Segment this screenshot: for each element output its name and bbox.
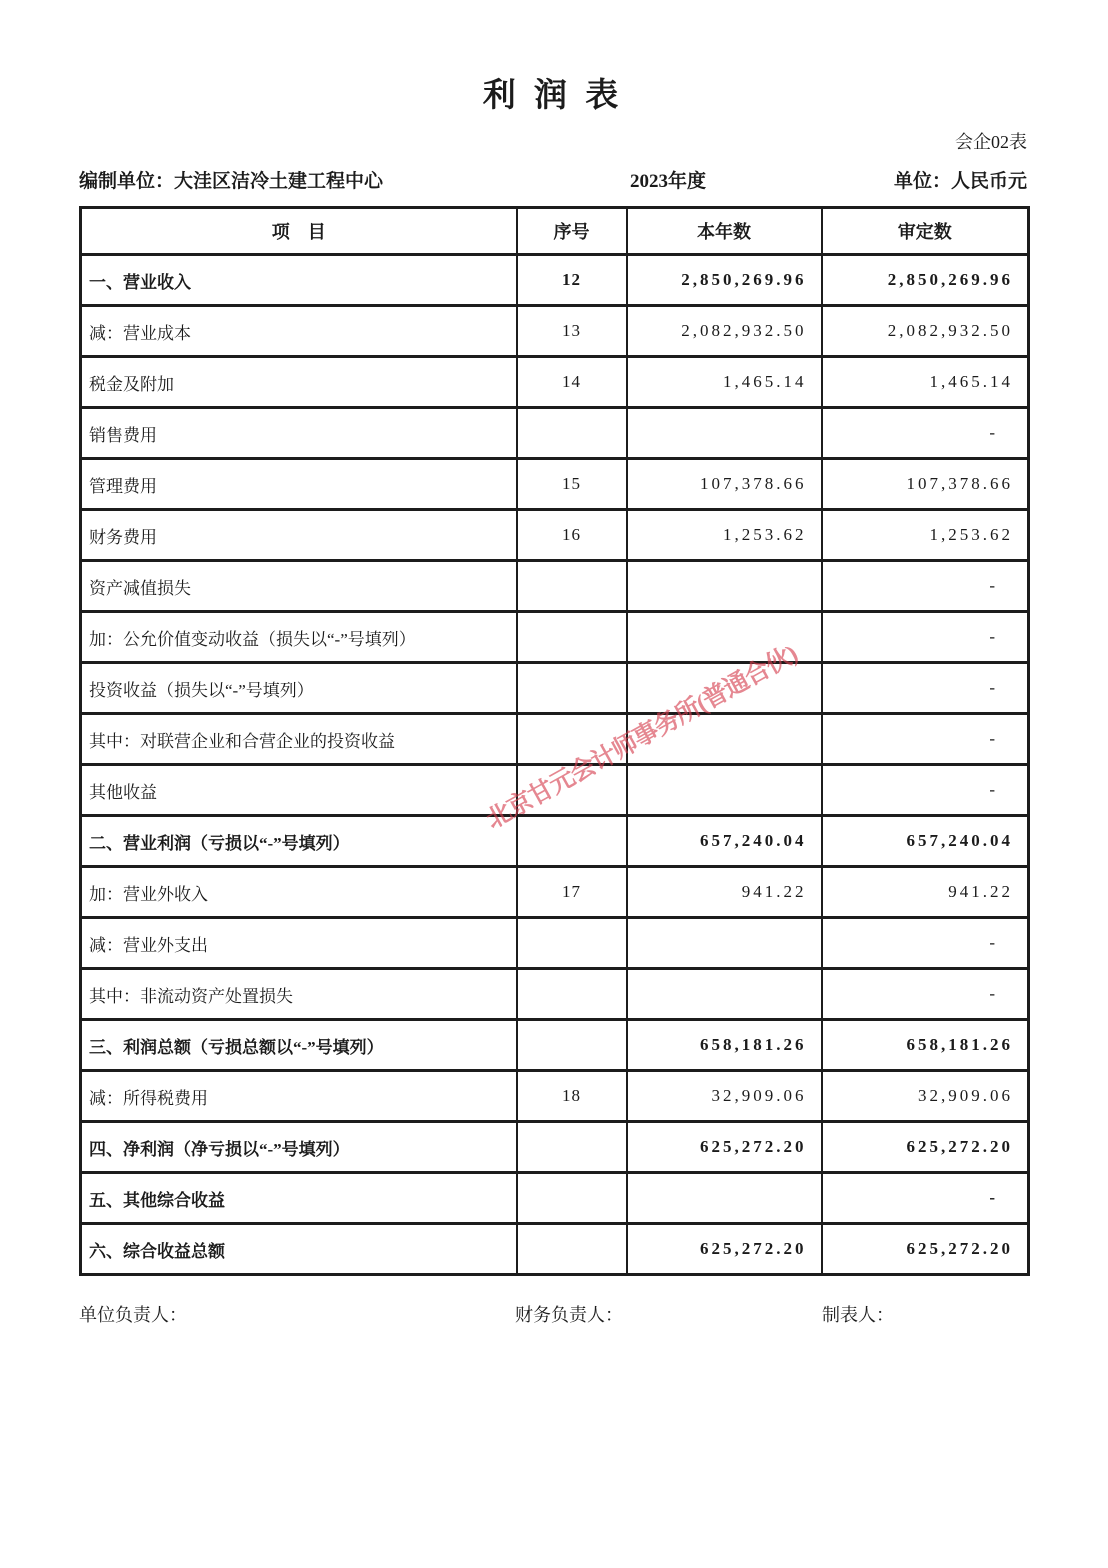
finance-head-label: 财务负责人： [515, 1305, 623, 1325]
line-number-cell: 15 [517, 459, 627, 510]
report-table-body [81, 255, 1029, 1275]
table-row [81, 561, 1029, 612]
table-row [81, 816, 1029, 867]
currency-unit-label: 单位：人民币元 [893, 171, 1027, 192]
item-label-cell: 五、其他综合收益 [81, 1173, 517, 1224]
table-row [81, 663, 1029, 714]
audited-amount-cell: 107,378.66 [822, 459, 1029, 510]
table-row [81, 1224, 1029, 1275]
signature-line [79, 1302, 1027, 1328]
current-year-cell [627, 663, 822, 714]
current-year-cell: 107,378.66 [627, 459, 822, 510]
audited-amount-cell: 2,082,932.50 [822, 306, 1029, 357]
current-year-cell [627, 408, 822, 459]
line-number-cell [517, 918, 627, 969]
audited-amount-cell: 1,465.14 [822, 357, 1029, 408]
audited-amount-cell: - [822, 969, 1029, 1020]
table-row [81, 306, 1029, 357]
line-number-cell [517, 765, 627, 816]
report-period: 2023年度 [630, 171, 707, 192]
line-number-cell [517, 408, 627, 459]
table-row [81, 510, 1029, 561]
table-row [81, 612, 1029, 663]
line-number-cell [517, 561, 627, 612]
page-title: 利 润 表 [482, 78, 624, 114]
line-number-cell [517, 1122, 627, 1173]
audited-amount-cell: - [822, 714, 1029, 765]
item-label-cell: 税金及附加 [81, 357, 517, 408]
table-row [81, 969, 1029, 1020]
column-header-audited: 审定数 [822, 208, 1029, 255]
current-year-cell [627, 714, 822, 765]
table-row [81, 1173, 1029, 1224]
current-year-cell: 2,082,932.50 [627, 306, 822, 357]
audited-amount-cell: 2,850,269.96 [822, 255, 1029, 306]
audited-amount-cell: 658,181.26 [822, 1020, 1029, 1071]
line-number-cell: 13 [517, 306, 627, 357]
line-number-cell: 18 [517, 1071, 627, 1122]
item-label-cell: 销售费用 [81, 408, 517, 459]
item-label-cell: 二、营业利润（亏损以“-”号填列） [81, 816, 517, 867]
table-row [81, 357, 1029, 408]
line-number-cell: 17 [517, 867, 627, 918]
form-code: 会企02表 [955, 132, 1027, 152]
audited-amount-cell: - [822, 765, 1029, 816]
current-year-cell [627, 918, 822, 969]
line-number-cell [517, 969, 627, 1020]
current-year-cell [627, 561, 822, 612]
item-label-cell: 一、营业收入 [81, 255, 517, 306]
current-year-cell [627, 765, 822, 816]
unit-head-label: 单位负责人： [79, 1305, 187, 1325]
current-year-cell: 941.22 [627, 867, 822, 918]
current-year-cell: 2,850,269.96 [627, 255, 822, 306]
prepared-by-label: 编制单位：大洼区洁冷土建工程中心 [79, 171, 384, 192]
audited-amount-cell: - [822, 561, 1029, 612]
item-label-cell: 财务费用 [81, 510, 517, 561]
item-label-cell: 加：营业外收入 [81, 867, 517, 918]
line-number-cell [517, 663, 627, 714]
line-number-cell: 12 [517, 255, 627, 306]
column-header-line-no: 序号 [517, 208, 627, 255]
audited-amount-cell: - [822, 1173, 1029, 1224]
line-number-cell [517, 612, 627, 663]
audited-amount-cell: 32,909.06 [822, 1071, 1029, 1122]
audited-amount-cell: 625,272.20 [822, 1224, 1029, 1275]
table-header [81, 208, 1029, 255]
item-label-cell: 加：公允价值变动收益（损失以“-”号填列） [81, 612, 517, 663]
report-info-line [79, 168, 1027, 196]
preparer-label: 制表人： [822, 1305, 894, 1325]
audited-amount-cell: - [822, 612, 1029, 663]
item-label-cell: 其他收益 [81, 765, 517, 816]
current-year-cell: 1,465.14 [627, 357, 822, 408]
current-year-cell: 625,272.20 [627, 1224, 822, 1275]
table-row [81, 408, 1029, 459]
audited-amount-cell: - [822, 408, 1029, 459]
item-label-cell: 其中：对联营企业和合营企业的投资收益 [81, 714, 517, 765]
page-content [79, 0, 1027, 1328]
item-label-cell: 三、利润总额（亏损总额以“-”号填列） [81, 1020, 517, 1071]
current-year-cell [627, 1173, 822, 1224]
item-label-cell: 投资收益（损失以“-”号填列） [81, 663, 517, 714]
item-label-cell: 减：所得税费用 [81, 1071, 517, 1122]
item-label-cell: 资产减值损失 [81, 561, 517, 612]
line-number-cell [517, 1224, 627, 1275]
item-label-cell: 减：营业成本 [81, 306, 517, 357]
line-number-cell [517, 714, 627, 765]
table-row [81, 765, 1029, 816]
line-number-cell [517, 1020, 627, 1071]
audited-amount-cell: 625,272.20 [822, 1122, 1029, 1173]
table-row [81, 1122, 1029, 1173]
line-number-cell: 16 [517, 510, 627, 561]
item-label-cell: 管理费用 [81, 459, 517, 510]
item-label-cell: 六、综合收益总额 [81, 1224, 517, 1275]
item-label-cell: 其中：非流动资产处置损失 [81, 969, 517, 1020]
table-row [81, 255, 1029, 306]
current-year-cell [627, 612, 822, 663]
table-row [81, 1071, 1029, 1122]
column-header-current: 本年数 [627, 208, 822, 255]
table-row [81, 867, 1029, 918]
audited-amount-cell: 1,253.62 [822, 510, 1029, 561]
line-number-cell: 14 [517, 357, 627, 408]
income-statement-table [79, 206, 1030, 1276]
audited-amount-cell: 657,240.04 [822, 816, 1029, 867]
table-row [81, 918, 1029, 969]
item-label-cell: 减：营业外支出 [81, 918, 517, 969]
current-year-cell: 657,240.04 [627, 816, 822, 867]
line-number-cell [517, 1173, 627, 1224]
current-year-cell: 32,909.06 [627, 1071, 822, 1122]
audited-amount-cell: - [822, 918, 1029, 969]
current-year-cell: 1,253.62 [627, 510, 822, 561]
cpa-firm-stamp-watermark: 北京甘元会计师事务所(普通合伙) [481, 640, 802, 835]
audited-amount-cell: 941.22 [822, 867, 1029, 918]
line-number-cell [517, 816, 627, 867]
item-label-cell: 四、净利润（净亏损以“-”号填列） [81, 1122, 517, 1173]
table-row [81, 714, 1029, 765]
current-year-cell: 625,272.20 [627, 1122, 822, 1173]
table-row [81, 1020, 1029, 1071]
column-header-item: 项 目 [81, 208, 517, 255]
current-year-cell [627, 969, 822, 1020]
table-row [81, 459, 1029, 510]
current-year-cell: 658,181.26 [627, 1020, 822, 1071]
audited-amount-cell: - [822, 663, 1029, 714]
